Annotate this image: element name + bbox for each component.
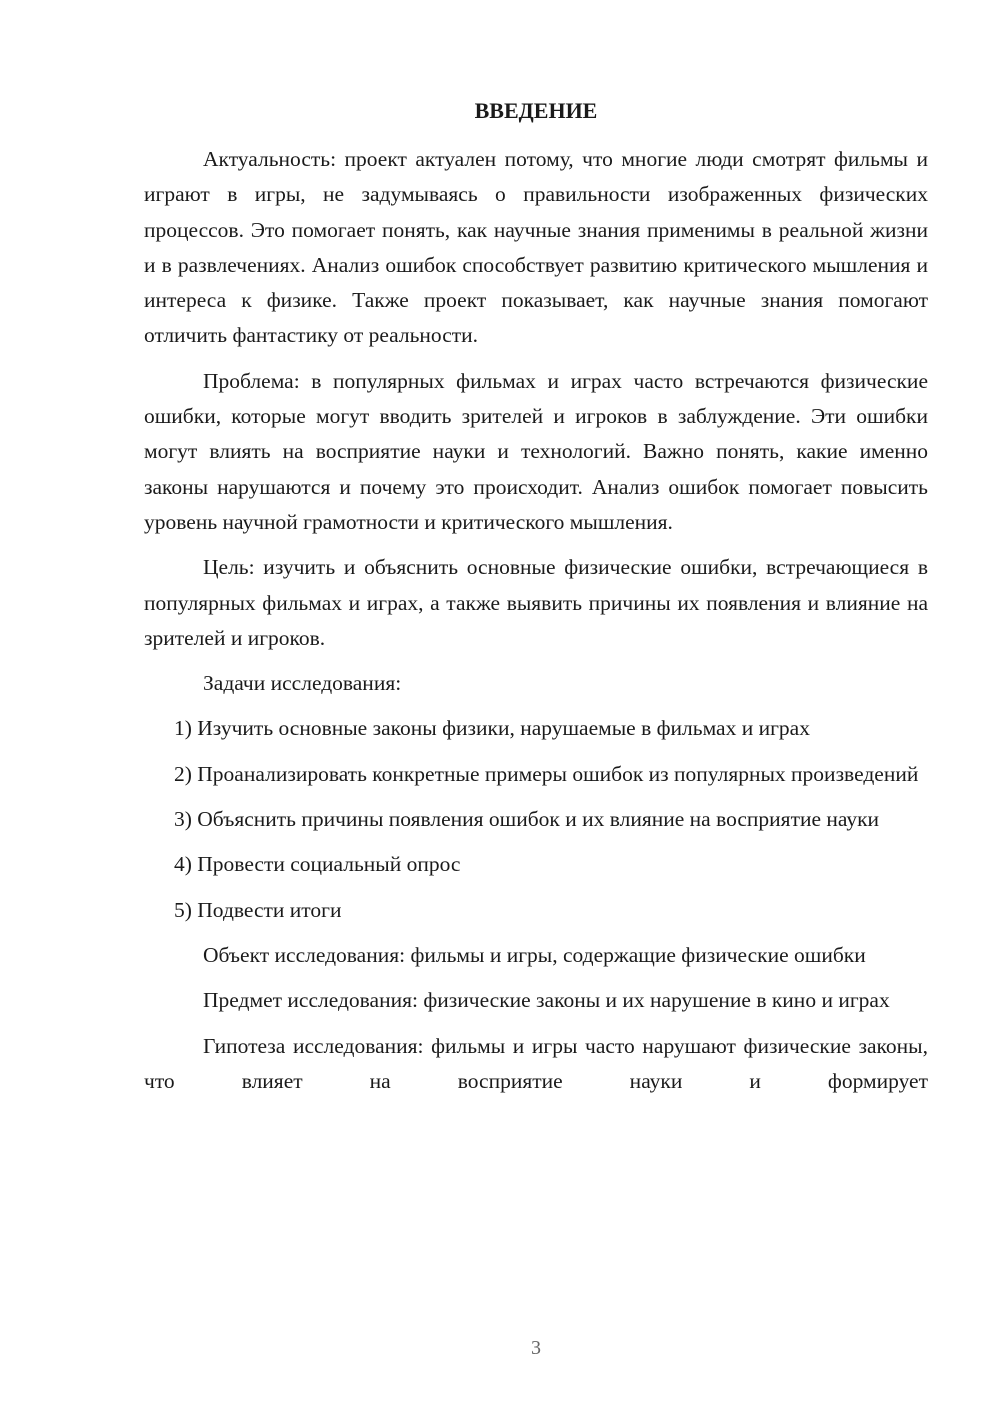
page-number: 3 [531, 1337, 541, 1359]
goal-paragraph: Цель: изучить и объяснить основные физические ошибки, встречающиеся в популярных фильмах и играх, а также выявить причины их появления и влияние на зрителей и игроков. [144, 555, 928, 650]
task-item-1: 1) Изучить основные законы физики, нарушаемые в фильмах и играх [174, 716, 810, 741]
section-heading: ВВЕДЕНИЕ [474, 98, 598, 123]
problem-paragraph: Проблема: в популярных фильмах и играх часто встречаются физические ошибки, которые могут вводить зрителей и игроков в заблуждение. Эти ошибки могут влиять на восприятие науки и технологий. Важно понять, какие именно законы нарушаются и почему это происходит. Анализ ошибок помогает повысить уровень научной грамотности и критического мышления. [144, 368, 928, 534]
hypothesis-paragraph: Гипотеза исследования: фильмы и игры часто нарушают физические законы, что влияет на восприятие науки и формирует [144, 1033, 928, 1093]
task-item-5: 5) Подвести итоги [174, 897, 342, 922]
relevance-paragraph: Актуальность: проект актуален потому, что многие люди смотрят фильмы и играют в игры, не задумываясь о правильности изображенных физических процессов. Это помогает понять, как научные знания применимы в реальной жизни и в развлечениях. Анализ ошибок способствует развитию критического мышления и интереса к физике. Также проект показывает, как научные знания помогают отличить фантастику от реальности. [144, 147, 928, 348]
task-item-4: 4) Провести социальный опрос [174, 852, 461, 877]
subject-paragraph: Предмет исследования: физические законы и их нарушение в кино и играх [203, 988, 890, 1013]
object-paragraph: Объект исследования: фильмы и игры, содержащие физические ошибки [203, 942, 866, 967]
body-text [144, 142, 928, 1109]
tasks-heading: Задачи исследования: [203, 671, 402, 696]
task-item-3: 3) Объяснить причины появления ошибок и их влияние на восприятие науки [174, 807, 880, 832]
task-item-2: 2) Проанализировать конкретные примеры ошибок из популярных произведений [174, 761, 919, 786]
